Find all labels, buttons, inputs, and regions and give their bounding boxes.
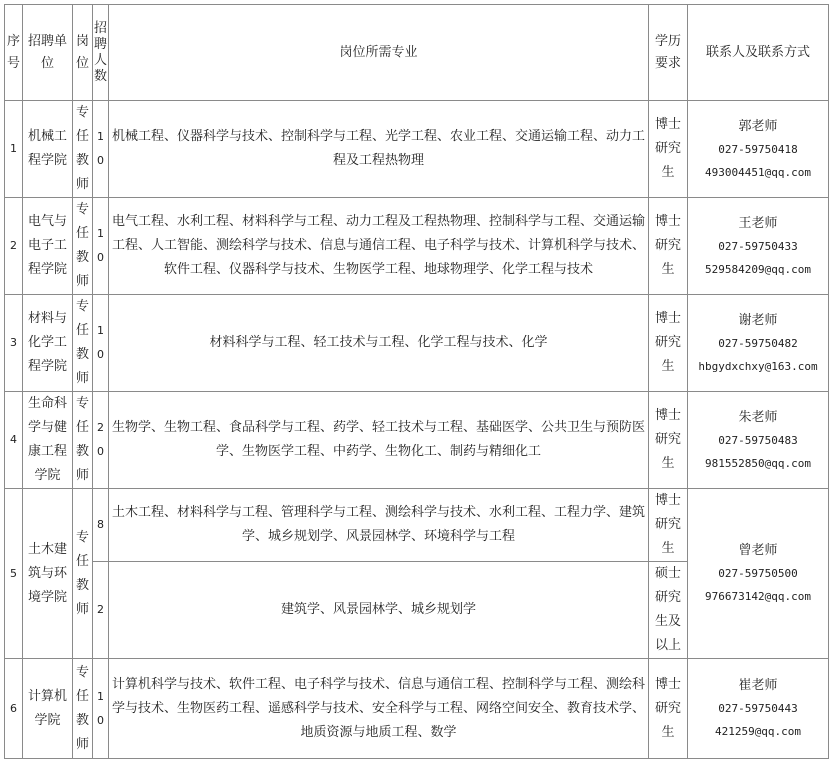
row-contact	[688, 198, 829, 295]
contact-name: 谢老师	[738, 312, 778, 328]
contact-phone: 027-59750443	[718, 702, 798, 715]
header-no: 序号	[5, 5, 23, 101]
row-post: 专任教师	[73, 101, 93, 198]
row-no: 6	[5, 659, 23, 759]
row-unit: 计算机学院	[23, 659, 73, 759]
row-post: 专任教师	[73, 659, 93, 759]
row-contact	[688, 489, 829, 659]
row-contact	[688, 101, 829, 198]
row-unit: 材料与化学工程学院	[23, 295, 73, 392]
row-contact	[688, 659, 829, 759]
contact-email: 493004451@qq.com	[705, 165, 811, 179]
contact-email: 976673142@qq.com	[705, 590, 811, 603]
row-count: 10	[93, 295, 109, 392]
row-majors: 计算机科学与技术、软件工程、电子科学与技术、信息与通信工程、控制科学与工程、测绘科学与技术、生物医药工程、遥感科学与技术、安全科学与工程、网络空间安全、教育技术学、地质资源与地质工程、数学	[109, 659, 649, 759]
header-majors: 岗位所需专业	[109, 5, 649, 101]
contact-phone: 027-59750500	[718, 567, 798, 580]
row-unit: 土木建筑与环境学院	[23, 489, 73, 659]
header-unit: 招聘单位	[23, 5, 73, 101]
header-row	[5, 5, 829, 101]
contact-name: 曾老师	[738, 543, 778, 558]
contact-phone: 027-59750482	[718, 336, 798, 350]
row-no: 5	[5, 489, 23, 659]
row-post: 专任教师	[73, 295, 93, 392]
row-no: 4	[5, 392, 23, 489]
row-post: 专任教师	[73, 198, 93, 295]
row-count: 10	[93, 659, 109, 759]
header-count: 招聘人数	[93, 5, 109, 101]
header-contact: 联系人及联系方式	[688, 5, 829, 101]
table-row	[5, 101, 829, 198]
row-count: 10	[93, 101, 109, 198]
header-degree: 学历要求	[649, 5, 688, 101]
table-row	[5, 198, 829, 295]
table-row	[5, 295, 829, 392]
row-degree: 博士研究生	[649, 295, 688, 392]
contact-name: 王老师	[738, 215, 778, 231]
row-count: 8	[93, 489, 109, 562]
contact-name: 郭老师	[738, 118, 778, 134]
contact-name: 崔老师	[738, 678, 778, 693]
row-degree: 博士研究生	[649, 101, 688, 198]
row-majors: 建筑学、风景园林学、城乡规划学	[109, 562, 649, 659]
row-no: 2	[5, 198, 23, 295]
row-unit: 生命科学与健康工程学院	[23, 392, 73, 489]
row-contact	[688, 295, 829, 392]
contact-email: 529584209@qq.com	[705, 262, 811, 276]
header-post: 岗位	[73, 5, 93, 101]
recruitment-table	[4, 4, 829, 759]
row-majors: 土木工程、材料科学与工程、管理科学与工程、测绘科学与技术、水利工程、工程力学、建筑学、城乡规划学、风景园林学、环境科学与工程	[109, 489, 649, 562]
table-row	[5, 392, 829, 489]
row-unit: 电气与电子工程学院	[23, 198, 73, 295]
row-unit: 机械工程学院	[23, 101, 73, 198]
contact-phone: 027-59750483	[718, 433, 798, 447]
row-count: 20	[93, 392, 109, 489]
row-no: 1	[5, 101, 23, 198]
contact-email: 981552850@qq.com	[705, 456, 811, 470]
contact-email: hbgydxchxy@163.com	[698, 359, 818, 373]
row-degree: 博士研究生	[649, 198, 688, 295]
table-row	[5, 489, 829, 562]
row-majors: 生物学、生物工程、食品科学与工程、药学、轻工技术与工程、基础医学、公共卫生与预防医学、生物医学工程、中药学、生物化工、制药与精细化工	[109, 392, 649, 489]
row-majors: 机械工程、仪器科学与技术、控制科学与工程、光学工程、农业工程、交通运输工程、动力工程及工程热物理	[109, 101, 649, 198]
row-degree: 博士研究生	[649, 659, 688, 759]
row-degree: 博士研究生	[649, 392, 688, 489]
row-post: 专任教师	[73, 489, 93, 659]
contact-phone: 027-59750433	[718, 239, 798, 253]
row-degree: 博士研究生	[649, 489, 688, 562]
contact-phone: 027-59750418	[718, 142, 798, 156]
row-count: 2	[93, 562, 109, 659]
row-majors: 材料科学与工程、轻工技术与工程、化学工程与技术、化学	[109, 295, 649, 392]
row-degree: 硕士研究生及以上	[649, 562, 688, 659]
contact-email: 421259@qq.com	[714, 725, 802, 738]
row-no: 3	[5, 295, 23, 392]
row-contact	[688, 392, 829, 489]
contact-name: 朱老师	[738, 409, 778, 425]
row-post: 专任教师	[73, 392, 93, 489]
table-row	[5, 659, 829, 759]
row-count: 10	[93, 198, 109, 295]
row-majors: 电气工程、水利工程、材料科学与工程、动力工程及工程热物理、控制科学与工程、交通运输工程、人工智能、测绘科学与技术、信息与通信工程、电子科学与技术、计算机科学与技术、软件工程、仪器科学与技术、生物医学工程、地球物理学、化学工程与技术	[109, 198, 649, 295]
